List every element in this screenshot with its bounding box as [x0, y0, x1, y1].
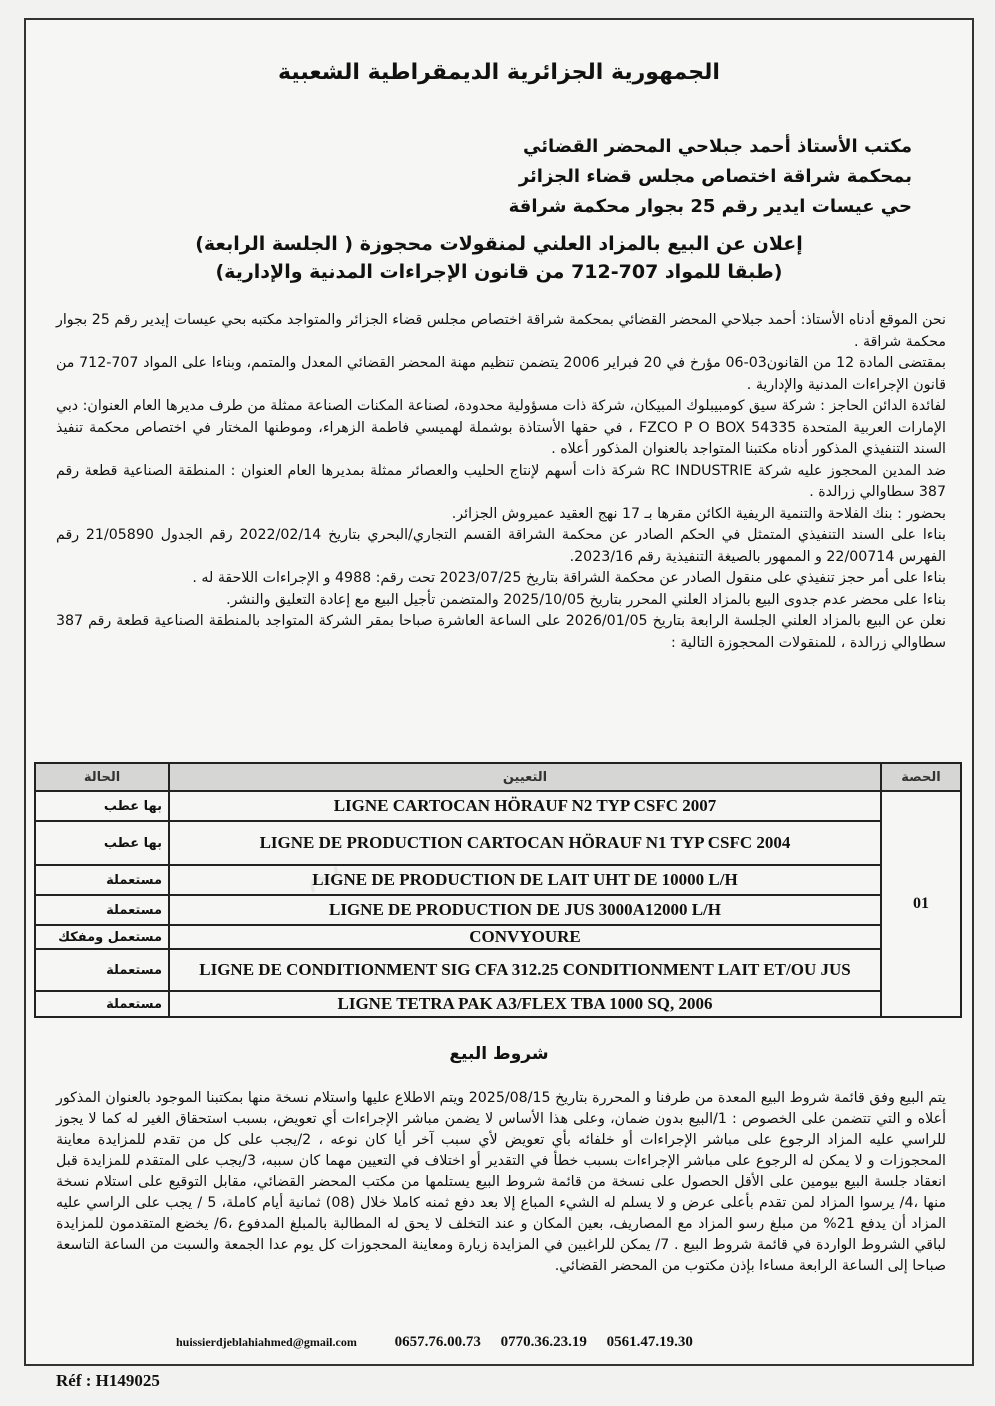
item-state: مستعملة	[35, 949, 169, 991]
item-designation: LIGNE DE PRODUCTION DE LAIT UHT DE 10000 L/H	[169, 865, 881, 895]
item-state: مستعملة	[35, 895, 169, 925]
reference-number: Réf : H149025	[50, 1371, 166, 1391]
background-watermark: ~	[289, 836, 360, 923]
document-frame	[24, 18, 974, 1390]
body-paragraph: بناءا على محضر عدم جدوى البيع بالمزاد العلني المحرر بتاريخ 2025/10/05 والمتضمن تأجيل البيع مع إعادة التعليق والنشر.	[226, 591, 946, 608]
table-row	[35, 821, 961, 865]
country-title: الجمهورية الجزائرية الديمقراطية الشعبية	[278, 60, 720, 85]
body-paragraph: ضد المدين المحجوز عليه شركة RC INDUSTRIE شركة ذات أسهم لإنتاج الحليب والعصائر ممثلة بمديرها العام العنوان : المنطقة الصناعية قطعة رقم 387 سطاوالي زرالدة .	[56, 462, 947, 500]
header-state: الحالة	[35, 763, 169, 791]
item-state: مستعملة	[35, 991, 169, 1017]
body-paragraph: نعلن عن البيع بالمزاد العلني الجلسة الرابعة بتاريخ 2026/01/05 على الساعة العاشرة صباحا بمقر الشركة المتواجد بالمنطقة الصناعية قطعة رقم 387 سطاوالي زرالدة ، للمنقولات المحجوزة التالية :	[56, 613, 947, 651]
body-paragraph: نحن الموقع أدناه الأستاذ: أحمد جبلاحي المحضر القضائي بمحكمة شراقة اختصاص مجلس قضاء الجزائر والمتواجد مكتبه بحي عيسات إيدير رقم 25 بجوار محكمة شراقة .	[56, 312, 946, 350]
body-paragraph: لفائدة الدائن الحاجز : شركة سيق كومبيبلوك المبيكان، شركة ذات مسؤولية محدودة، لصناعة المكنات الصناعة ممثلة من طرف مديرها العام العنوان: دبي الإمارات العربية المتحدة FZCO P O BOX 54335 ، في حقها الأستاذة بوشملة لهميسي فاطمة الزهراء، وموطنها المختار في اختصاص محكمة تنفيذ السند التنفيذي المذكور أدناه مكتبنا المتواجد بالعنوان المذكور أعلاه .	[56, 398, 946, 457]
seized-items-table	[34, 762, 962, 1018]
item-state: مستعملة	[35, 865, 169, 895]
announcement-line: (طبقا للمواد 707-712 من قانون الإجراءات المدنية والإدارية)	[215, 261, 783, 283]
sale-terms-text: يتم البيع وفق قائمة شروط البيع المعدة من طرفنا و المحررة بتاريخ 2025/08/15 ويتم الاطلاع عليها واستلام نسخة منها بمكتبنا الموجود بالعنوان المذكور أعلاه و التي تتضمن على الخصوص : 1/البيع بدون ضمان، وعلى هذا الأساس لا يضمن مباشر الإجراءات أي تعويض، بسبب استحقاق الغير له كما لا يجوز للراسي عليه المزاد الرجوع على مباشر الإجراءات أو خلفائه بأي تعويض لأي سبب آخر أيا كان نوعه ، 2/يجب على كل من تقدم للمزايدة معاينة المحجوزات و لا يمكن له الرجوع على مباشر الإجراءات بسبب خطأ في التقدير أو اختلاف في التعيين مهما كان سببه، 3/يجب على المتقدم للمزايدة قبل انعقاد جلسة البيع بيومين على الأقل الحصول على نسخة من قائمة شروط البيع يستلمها من مكتب المحضر القضائي، مقابل التوقيع على استلام نسخة منها ،4/ يرسوا المزاد لمن تقدم بأعلى عرض و لا يسلم له الشيء المباع إلا بعد دفع ثمنه كاملا خلال (08) ثمانية أيام كاملة، 5 / يجب على الراسي عليه المزاد أن يدفع 21% من مبلغ رسو المزاد مع المصاريف، بعين المكان و عند التخلف لا يحق له المطالبة بالمبلغ المدفوع ،6/ يخضع المتقدمون للمزايدة لباقي الشروط الواردة في قائمة شروط البيع . 7/ يمكن للراغبين في المزايدة زيارة ومعاينة المحجوزات كل يوم عدا الجمعة والسبت من الساعة التاسعة صباحا إلى الساعة الرابعة مساءا بإذن مكتوب من المحضر القضائي.	[56, 1090, 947, 1274]
office-block	[352, 132, 912, 222]
item-designation: LIGNE DE PRODUCTION DE JUS 3000A12000 L/H	[169, 895, 881, 925]
table-header-row	[35, 763, 961, 791]
office-line: بمحكمة شراقة اختصاص مجلس قضاء الجزائر	[518, 166, 912, 187]
body-paragraph: بناءا على أمر حجز تنفيذي على منقول الصادر عن محكمة الشراقة بتاريخ 2023/07/25 تحت رقم: 4988 و الإجراءات اللاحقة له .	[192, 570, 946, 586]
header-designation: التعيين	[169, 763, 881, 791]
contact-line	[176, 1334, 709, 1351]
item-state: بها عطب	[35, 821, 169, 865]
sale-terms-title: شروط البيع	[449, 1044, 549, 1064]
header-lot: الحصة	[881, 763, 961, 791]
table-row	[35, 865, 961, 895]
office-line: حي عيسات ايدير رقم 25 بجوار محكمة شراقة	[508, 196, 912, 217]
item-state: بها عطب	[35, 791, 169, 821]
announcement-body	[56, 310, 946, 654]
office-line: مكتب الأستاذ أحمد جبلاحي المحضر القضائي	[523, 136, 912, 157]
announcement-title	[26, 230, 972, 286]
contact-phone: 0561.47.19.30	[606, 1334, 693, 1350]
body-paragraph: بحضور : بنك الفلاحة والتنمية الريفية الكائن مقرها بـ 17 نهج العقيد عميروش الجزائر.	[451, 505, 946, 522]
contact-phone: 0770.36.23.19	[500, 1334, 587, 1350]
item-designation: LIGNE CARTOCAN HÖRAUF N2 TYP CSFC 2007	[169, 791, 881, 821]
table-row	[35, 791, 961, 821]
body-paragraph: بناءا على السند التنفيذي المتمثل في الحكم الصادر عن محكمة الشراقة القسم التجاري/البحري بتاريخ 2022/02/14 رقم الجدول 21/05890 رقم الفهرس 22/00714 و الممهور بالصيغة التنفيذية رقم 2023/16.	[56, 527, 946, 565]
item-designation: CONVYOURE	[169, 925, 881, 949]
body-paragraph: بمقتضى المادة 12 من القانون03-06 مؤرخ في 20 فبراير 2006 يتضمن تنظيم مهنة المحضر القضائي المعدل والمتمم، وبناءا على المواد 707-712 من قانون الإجراءات المدنية والإدارية .	[56, 355, 946, 393]
contact-phone: 0657.76.00.73	[394, 1334, 481, 1350]
contact-email: huissierdjeblahiahmed@gmail.com	[176, 1335, 357, 1349]
announcement-line: إعلان عن البيع بالمزاد العلني لمنقولات محجوزة ( الجلسة الرابعة)	[195, 233, 803, 255]
item-state: مستعمل ومفكك	[35, 925, 169, 949]
table-row	[35, 895, 961, 925]
item-designation: LIGNE TETRA PAK A3/FLEX TBA 1000 SQ, 2006	[169, 991, 881, 1017]
table-row	[35, 949, 961, 991]
table-row	[35, 991, 961, 1017]
item-designation: LIGNE DE CONDITIONMENT SIG CFA 312.25 CONDITIONMENT LAIT ET/OU JUS	[169, 949, 881, 991]
lot-number: 01	[881, 791, 961, 1017]
table-row	[35, 925, 961, 949]
item-designation: LIGNE DE PRODUCTION CARTOCAN HÖRAUF N1 TYP CSFC 2004	[169, 821, 881, 865]
